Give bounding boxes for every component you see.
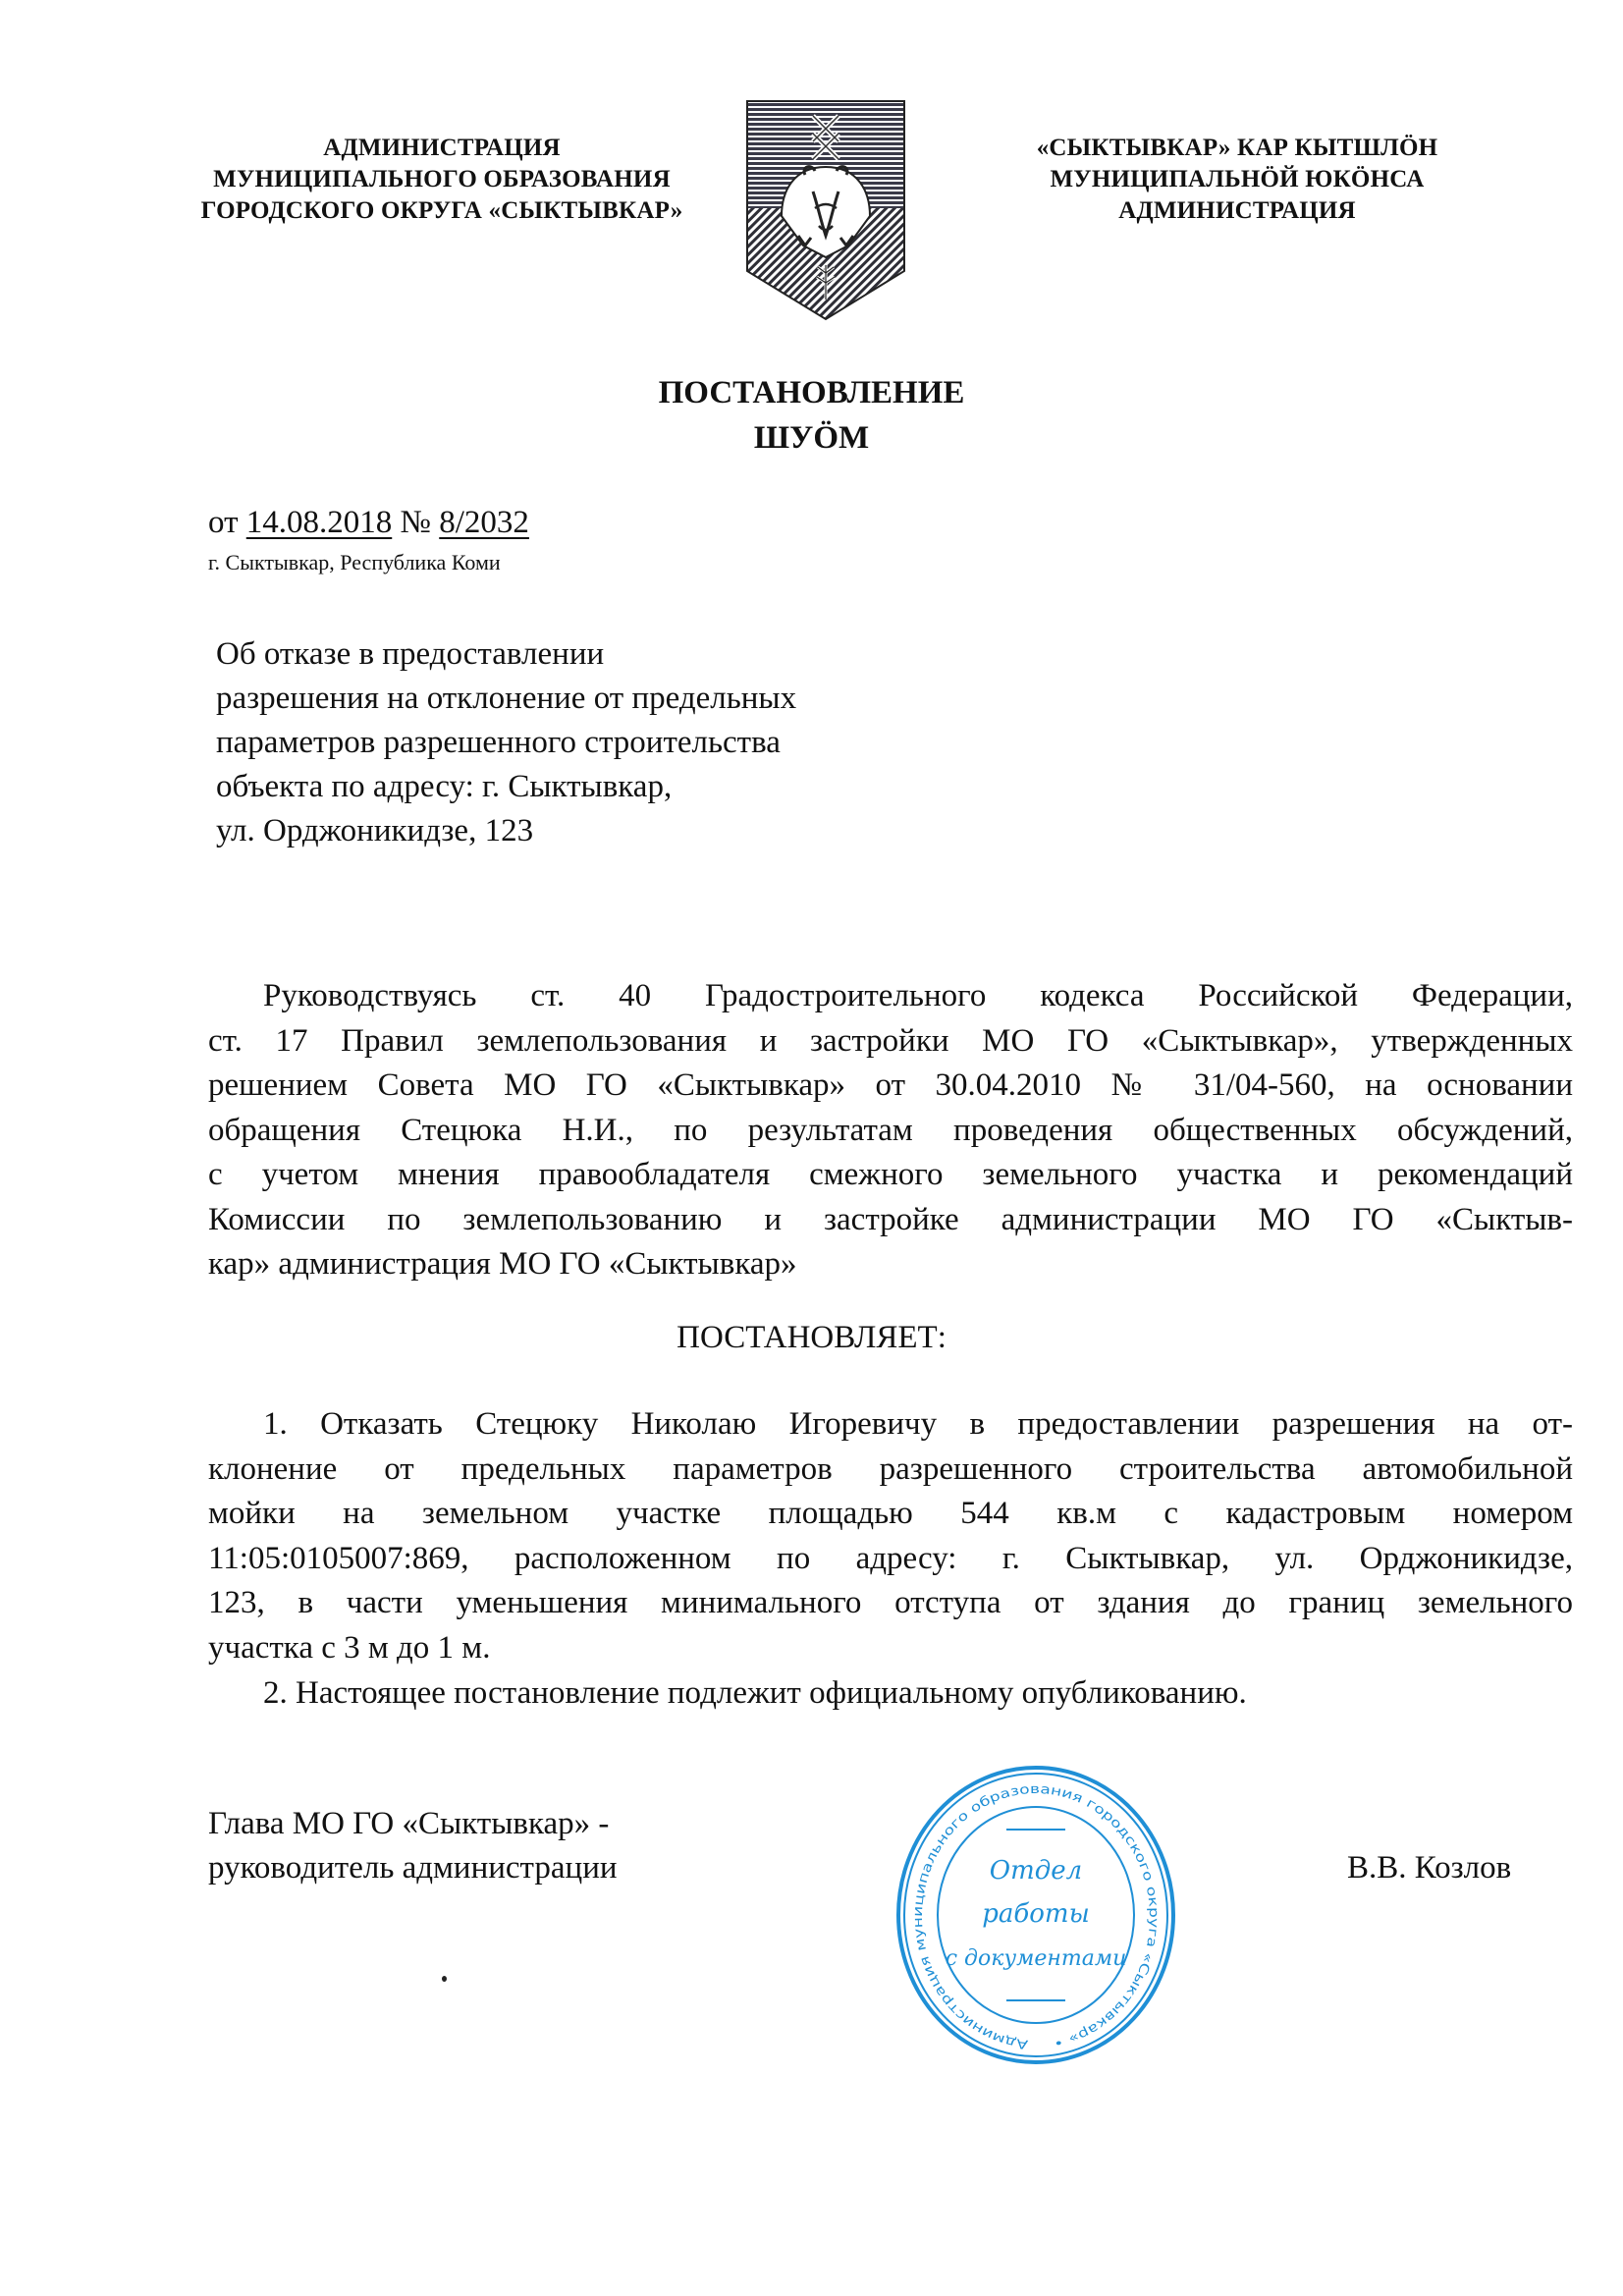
preamble-line: обращения Стецюка Н.И., по результатам проведения общественных обсуждений, <box>208 1112 1573 1148</box>
stamp-center-line: Отдел <box>989 1856 1083 1886</box>
date-number-line <box>208 503 529 542</box>
official-stamp-icon <box>889 1763 1183 2067</box>
subject-line: ул. Орджоникидзе, 123 <box>216 813 534 848</box>
item1-line: 11:05:0105007:869, расположенном по адресу: г. Сыктывкар, ул. Орджоникидзе, <box>208 1540 1573 1576</box>
preamble-line: решением Совета МО ГО «Сыктывкар» от 30.04.2010 № 31/04-560, на основании <box>208 1067 1573 1103</box>
signatory-position <box>208 1802 618 1890</box>
signatory-position-line: руководитель администрации <box>208 1850 618 1886</box>
item1-line: 1. Отказать Стецюку Николаю Игоревичу в предоставлении разрешения на от- <box>263 1406 1573 1442</box>
decree-item-1 <box>208 1402 1573 1670</box>
header-right-line: «СЫКТЫВКАР» КАР КЫТШЛÖН <box>1036 135 1438 161</box>
item1-line: 123, в части уменьшения минимального отступа от здания до границ земельного <box>208 1585 1573 1620</box>
header-left-block <box>147 133 736 227</box>
preamble-line: Комиссии по землепользованию и застройке администрации МО ГО «Сыктыв- <box>208 1201 1573 1237</box>
preamble-line: кар» администрация МО ГО «Сыктывкар» <box>208 1246 797 1282</box>
title-komi: ШУÖМ <box>753 420 870 456</box>
header-left-line: ГОРОДСКОГО ОКРУГА «СЫКТЫВКАР» <box>200 197 683 224</box>
signatory-name: В.В. Козлов <box>1347 1850 1512 1886</box>
item1-line: клонение от предельных параметров разрешенного строительства автомобильной <box>208 1450 1573 1487</box>
item1-line: участка с 3 м до 1 м. <box>208 1629 491 1666</box>
stamp-ring-text: Администрация муниципального образования городского округа «Сыктывкар» • <box>910 1781 1162 2051</box>
preamble-line: Руководствуясь ст. 40 Градостроительного кодекса Российской Федерации, <box>263 978 1573 1013</box>
document-number: 8/2032 <box>439 505 529 540</box>
header-right-line: МУНИЦИПАЛЬНÖЙ ЮКÖНСА <box>1050 166 1425 192</box>
stamp-center-line: работы <box>982 1899 1090 1929</box>
date-prefix: от <box>208 505 239 540</box>
preamble-paragraph <box>208 974 1573 1287</box>
decree-heading: ПОСТАНОВЛЯЕТ: <box>676 1320 947 1355</box>
document-title <box>0 370 1623 461</box>
scan-speck <box>442 1976 447 1982</box>
signatory-position-line: Глава МО ГО «Сыктывкар» - <box>208 1806 610 1841</box>
subject-line: разрешения на отклонение от предельных <box>216 681 797 716</box>
subject-line: Об отказе в предоставлении <box>216 636 605 672</box>
document-subject <box>216 632 796 853</box>
subject-line: параметров разрешенного строительства <box>216 725 781 760</box>
stamp-center-line: с документами <box>945 1946 1127 1971</box>
header-right-block <box>967 133 1507 227</box>
coat-of-arms-bear-icon <box>744 98 907 322</box>
title-russian: ПОСТАНОВЛЕНИЕ <box>658 375 965 410</box>
header-left-line: МУНИЦИПАЛЬНОГО ОБРАЗОВАНИЯ <box>213 166 671 192</box>
preamble-line: с учетом мнения правообладателя смежного земельного участка и рекомендаций <box>208 1157 1573 1192</box>
document-date: 14.08.2018 <box>245 505 393 540</box>
header-left-line: АДМИНИСТРАЦИЯ <box>323 135 561 161</box>
subject-line: объекта по адресу: г. Сыктывкар, <box>216 769 673 804</box>
number-sign: № <box>400 505 431 540</box>
item1-line: мойки на земельном участке площадью 544 кв.м с кадастровым номером <box>208 1496 1573 1531</box>
decree-item-2: 2. Настоящее постановление подлежит официальному опубликованию. <box>263 1675 1247 1711</box>
preamble-line: ст. 17 Правил землепользования и застройки МО ГО «Сыктывкар», утвержденных <box>208 1022 1573 1059</box>
header-right-line: АДМИНИСТРАЦИЯ <box>1118 197 1356 224</box>
document-place: г. Сыктывкар, Республика Коми <box>208 550 501 574</box>
